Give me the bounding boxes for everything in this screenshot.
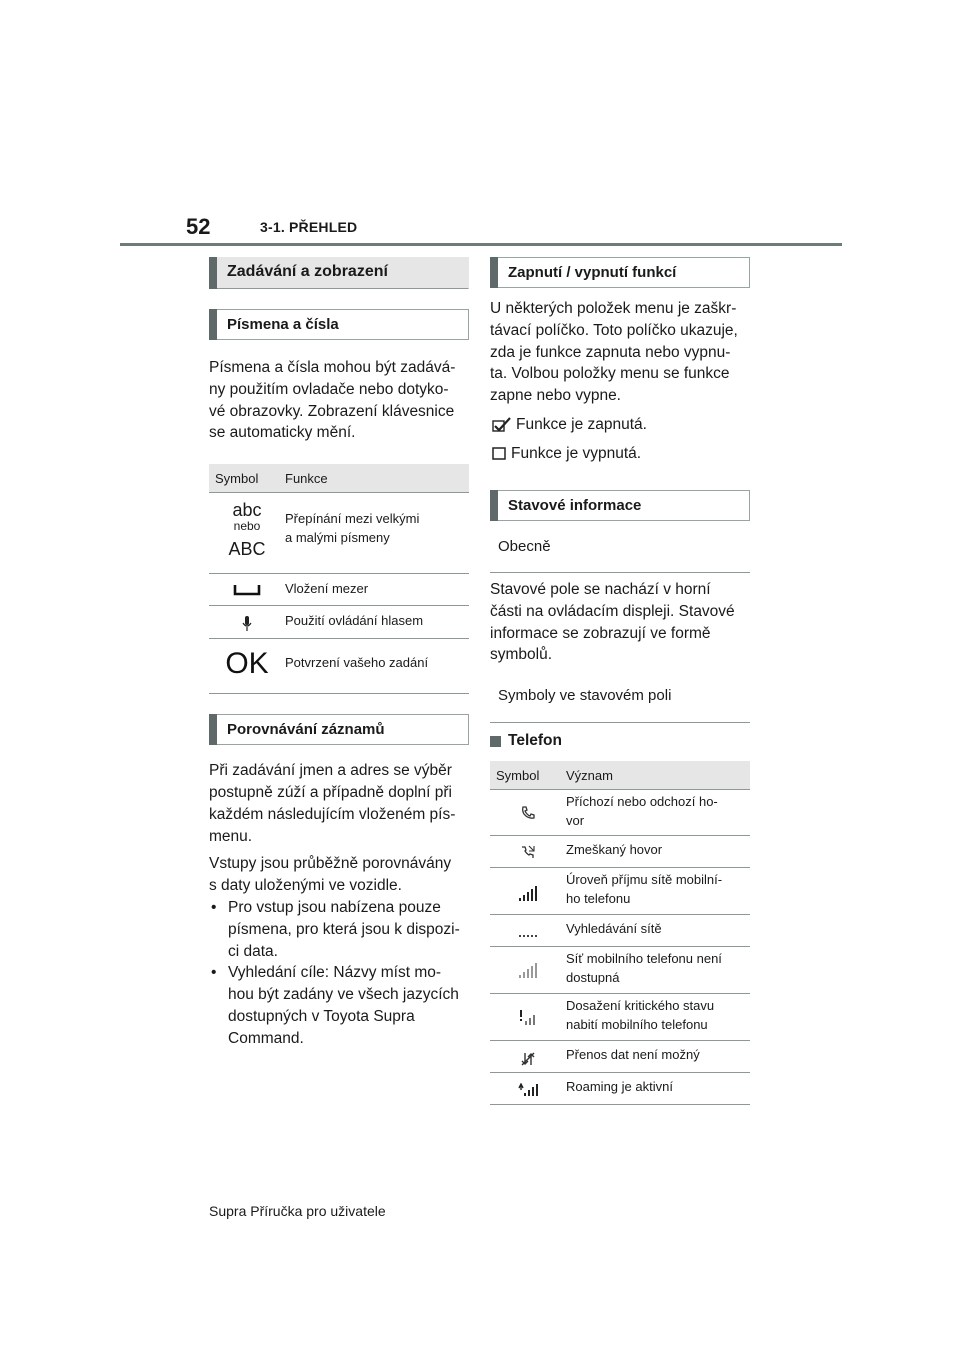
footer-text: Supra Příručka pro uživatele bbox=[209, 1203, 386, 1219]
meaning-text: Příchozí nebo odchozí ho- bbox=[566, 794, 718, 810]
function-text: Vložení mezer bbox=[285, 581, 369, 597]
list-item: • Vyhledání cíle: Názvy míst mo- hou být zadány ve všech jazycích dostupných v Toyota Supra Command. bbox=[211, 964, 459, 1047]
meaning-text: Vyhledávání sítě bbox=[566, 921, 662, 937]
checkbox-checked-icon bbox=[492, 417, 512, 433]
battery-critical-icon bbox=[490, 994, 566, 1041]
compare-paragraph-2: Vstupy jsou průběžně porovnávány s daty uloženými ve vozidle. bbox=[209, 855, 452, 895]
roaming-icon bbox=[490, 1073, 566, 1105]
col-header-meaning: Význam bbox=[566, 761, 750, 790]
phone-status-table bbox=[490, 761, 750, 1105]
signal-strength-icon bbox=[490, 868, 566, 915]
table-row bbox=[490, 1041, 750, 1073]
function-text: Potvrzení vašeho zadání bbox=[285, 655, 429, 671]
letters-paragraph: Písmena a čísla mohou být zadává- ny použitím ovladače nebo dotyko- vé obrazovky. Zobrazení klávesnice se automaticky mění. bbox=[209, 359, 456, 442]
left-column bbox=[209, 257, 469, 1050]
meaning-text: Dosažení kritického stavu bbox=[566, 998, 715, 1014]
table-row bbox=[490, 915, 750, 947]
meaning-text: nabití mobilního telefonu bbox=[566, 1017, 708, 1033]
subheading-toggle-functions: Zapnutí / vypnutí funkcí bbox=[490, 257, 750, 288]
subheading-letters-numbers: Písmena a čísla bbox=[209, 309, 469, 340]
right-column bbox=[490, 257, 750, 1105]
table-row bbox=[490, 994, 750, 1041]
space-icon bbox=[209, 574, 285, 606]
function-text: a malými písmeny bbox=[285, 530, 390, 546]
status-paragraph: Stavové pole se nachází v horní části na ovládacím displeji. Stavové informace se zobrazují ve formě symbolů. bbox=[490, 580, 735, 664]
header-rule bbox=[120, 243, 842, 246]
subheading-general: Obecně bbox=[490, 526, 750, 573]
meaning-text: dostupná bbox=[566, 970, 620, 986]
checkbox-unchecked-icon bbox=[492, 447, 508, 461]
table-row bbox=[209, 639, 469, 694]
chapter-title: 3-1. PŘEHLED bbox=[260, 219, 358, 235]
subheading-status-symbols: Symboly ve stavovém poli bbox=[490, 675, 750, 723]
network-search-icon bbox=[490, 915, 566, 947]
col-header-symbol: Symbol bbox=[209, 464, 285, 493]
function-text: Přepínání mezi velkými bbox=[285, 511, 420, 527]
meaning-text: ho telefonu bbox=[566, 891, 631, 907]
checkbox-off-line: Funkce je vypnutá. bbox=[490, 443, 750, 465]
table-row bbox=[209, 574, 469, 606]
table-row bbox=[209, 606, 469, 639]
table-row bbox=[490, 947, 750, 994]
table-row bbox=[490, 836, 750, 868]
microphone-icon bbox=[209, 606, 285, 639]
col-header-symbol: Symbol bbox=[490, 761, 566, 790]
meaning-text: Úroveň příjmu sítě mobilní- bbox=[566, 872, 723, 888]
toggle-paragraph: U některých položek menu je zaškr- távací políčko. Toto políčko ukazuje, zda je funkce zapnuta nebo vypnu- ta. Volbou položky menu se funkce zapne nebo vypne. bbox=[490, 300, 738, 405]
list-item: • Pro vstup jsou nabízena pouze písmena, pro která jsou k dispozi- ci data. bbox=[211, 898, 460, 960]
meaning-text: Síť mobilního telefonu není bbox=[566, 951, 722, 967]
table-row bbox=[209, 493, 469, 574]
function-text: Použití ovládání hlasem bbox=[285, 613, 424, 629]
table-row bbox=[490, 868, 750, 915]
input-symbols-table bbox=[209, 464, 469, 694]
table-row bbox=[490, 790, 750, 836]
meaning-text: Přenos dat není možný bbox=[566, 1047, 700, 1063]
square-bullet-icon bbox=[490, 736, 501, 747]
col-header-function: Funkce bbox=[285, 464, 469, 493]
meaning-text: Zmeškaný hovor bbox=[566, 842, 663, 858]
phone-call-icon bbox=[490, 790, 566, 836]
telefon-heading: Telefon bbox=[490, 731, 750, 753]
checkbox-on-line: Funkce je zapnutá. bbox=[490, 414, 750, 436]
no-network-icon bbox=[490, 947, 566, 994]
no-data-transfer-icon bbox=[490, 1041, 566, 1073]
table-row bbox=[490, 1073, 750, 1105]
meaning-text: Roaming je aktivní bbox=[566, 1079, 673, 1095]
abc-ABC-case-toggle-icon: abc nebo ABC bbox=[209, 493, 285, 574]
missed-call-icon bbox=[490, 836, 566, 868]
section-heading-input: Zadávání a zobrazení bbox=[209, 257, 469, 289]
subheading-status-info: Stavové informace bbox=[490, 490, 750, 521]
ok-icon: OK bbox=[209, 639, 285, 694]
meaning-text: vor bbox=[566, 813, 585, 829]
subheading-compare-entries: Porovnávání záznamů bbox=[209, 714, 469, 745]
page-number: 52 bbox=[186, 214, 211, 239]
compare-paragraph: Při zadávání jmen a adres se výběr postupně zúží a případně doplní při každém následujícím vloženém pís- menu. bbox=[209, 762, 456, 845]
